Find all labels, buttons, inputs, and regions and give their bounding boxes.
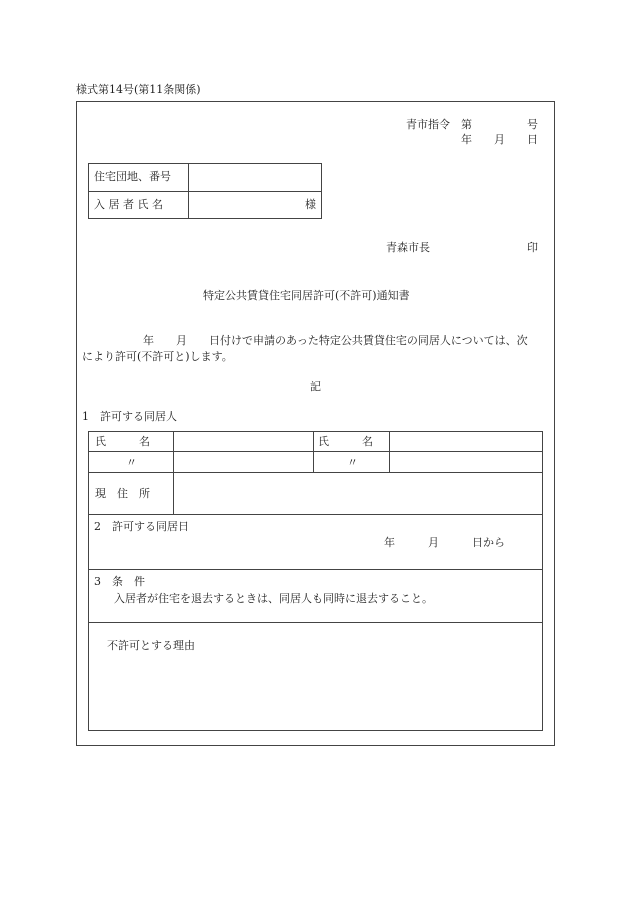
table-column-divider [173,431,174,514]
document-title: 特定公共賃貸住宅同居許可(不許可)通知書 [203,289,410,302]
honorific: 様 [305,198,316,211]
condition-text: 入居者が住宅を退去するときは、同居人も同時に退去すること。 [114,592,433,605]
denial-reason-heading: 不許可とする理由 [107,639,195,652]
table-row-divider [88,514,543,515]
ditto-mark: 〃 [347,456,358,469]
seal-mark: 印 [527,241,538,254]
section-2-heading: 2 許可する同居日 [94,520,189,533]
tenant-name-label: 入 居 者 氏 名 [94,198,163,211]
table-column-divider [313,431,314,472]
sender-name: 青森市長 [386,241,430,254]
section-3-heading: 3 条 件 [94,575,145,588]
table-row-divider [88,472,543,473]
ditto-mark: 〃 [126,456,137,469]
body-text-line-1: 年 月 日付けで申請のあった特定公共賃貸住宅の同居人については、次 [143,334,528,347]
table-row-divider [88,569,543,570]
cohabitation-date: 年 月 日から [384,536,505,549]
form-number: 様式第14号(第11条関係) [76,83,201,96]
recipient-divider [88,191,322,192]
housing-label: 住宅団地、番号 [94,170,171,183]
table-column-divider [389,431,390,472]
body-text-line-2: により許可(不許可と)します。 [82,350,233,363]
current-address-label: 現 住 所 [95,487,150,500]
table-row-divider [88,451,543,452]
cohabitant-name-label: 氏 名 [318,435,373,448]
document-number: 青市指令 第 号 [406,118,538,131]
ki-heading: 記 [310,380,321,393]
details-table [88,431,543,731]
cohabitant-name-label: 氏 名 [95,435,150,448]
issue-date: 年 月 日 [461,133,538,146]
table-row-divider [88,622,543,623]
recipient-column-divider [188,163,189,219]
section-1-heading: 1 許可する同居人 [82,410,177,423]
